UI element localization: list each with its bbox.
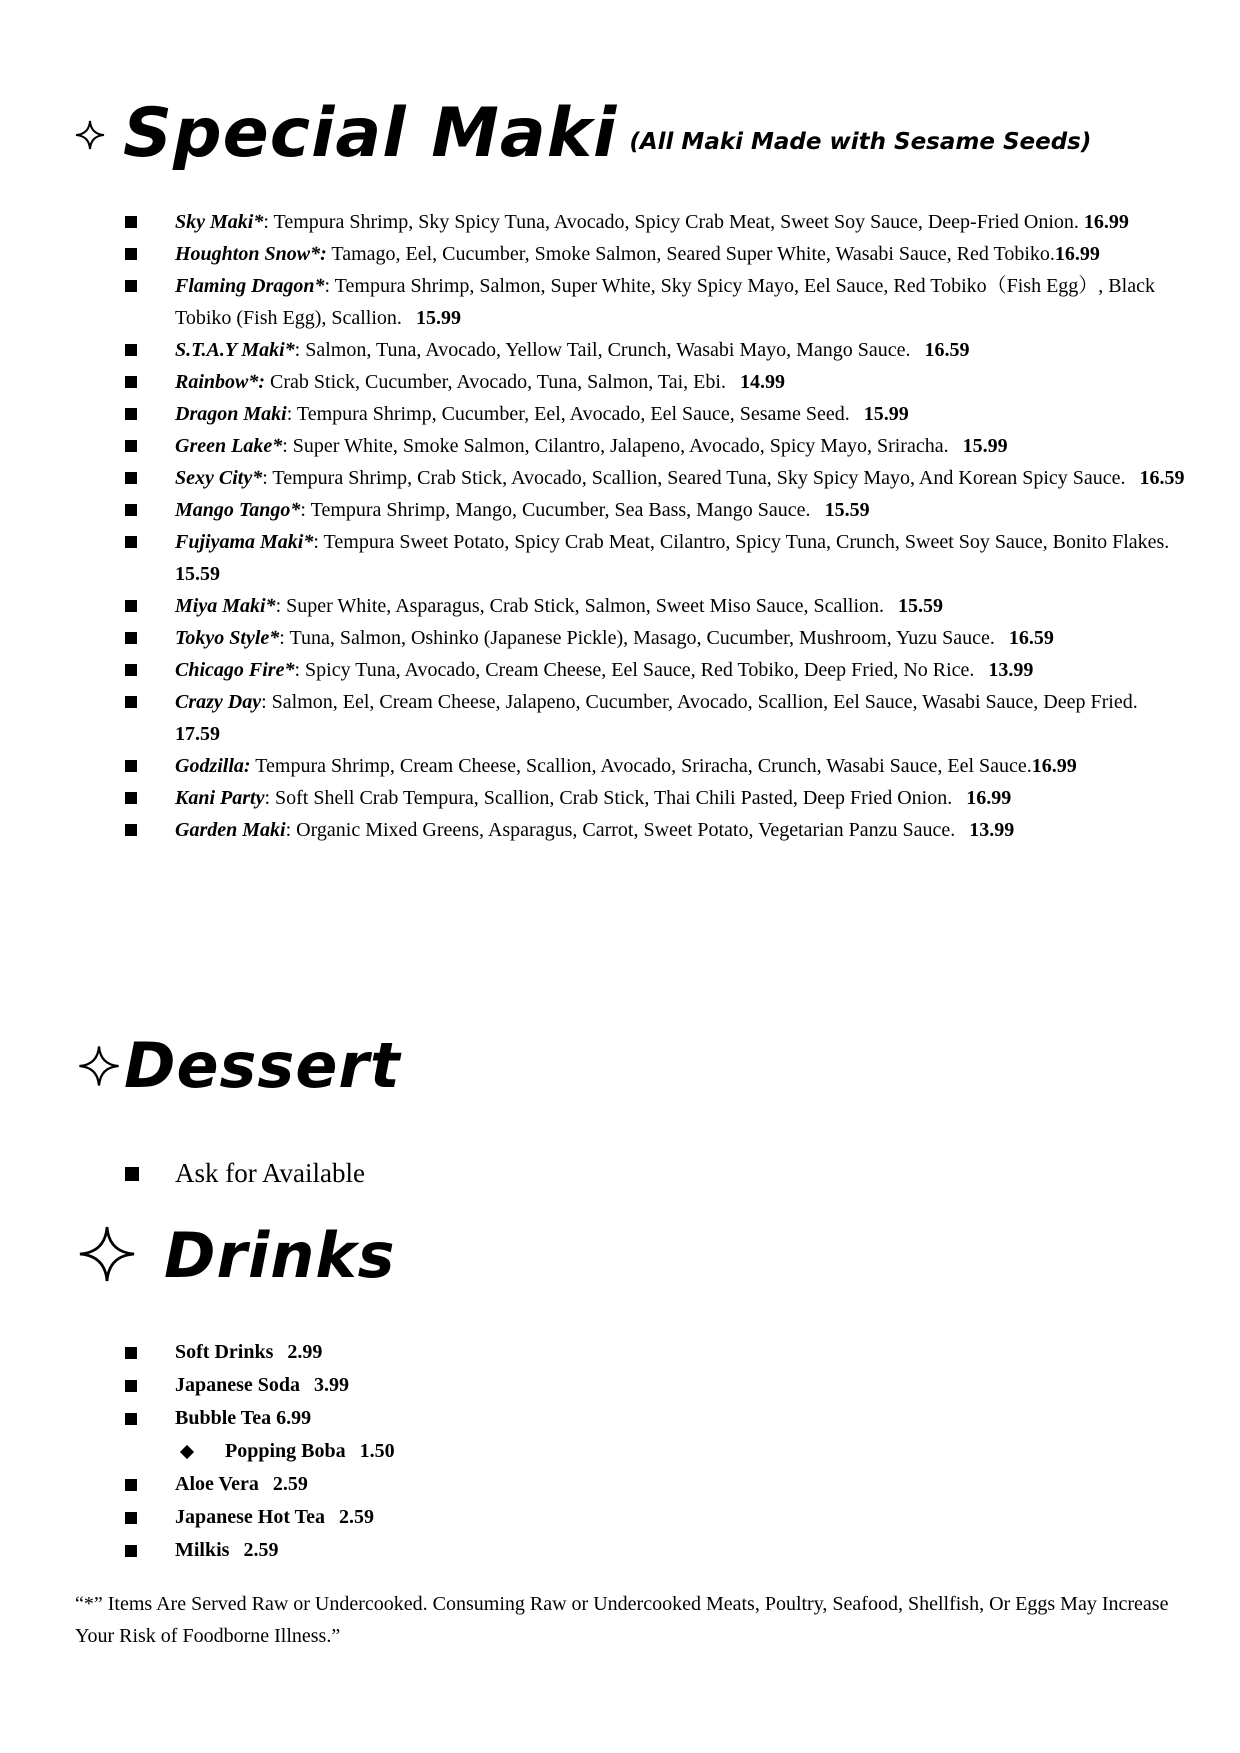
bullet-square-icon [125, 1167, 139, 1181]
raw-food-notice: “*” Items Are Served Raw or Undercooked. Consuming Raw or Undercooked Meats, Poultry, Seafood, Shellfish, Or Eggs May Increase Your Risk of Foodborne Illness.” [75, 1593, 1169, 1647]
bullet-square-icon [125, 696, 137, 708]
list-item: Green Lake*: Super White, Smoke Salmon, Cilantro, Jalapeno, Avocado, Spicy Mayo, Sriracha. 15.99 [122, 430, 1185, 462]
dessert-list [122, 1155, 365, 1191]
sparkle-icon [78, 1225, 136, 1283]
special-maki-list [122, 206, 1185, 846]
list-item: Kani Party: Soft Shell Crab Tempura, Scallion, Crab Stick, Thai Chili Pasted, Deep Fried Onion. 16.99 [122, 782, 1185, 814]
bullet-square-icon [125, 1479, 137, 1491]
bullet-square-icon [125, 760, 137, 772]
bullet-square-icon [125, 376, 137, 388]
bullet-square-icon [125, 1545, 137, 1557]
list-item: Rainbow*: Crab Stick, Cucumber, Avocado, Tuna, Salmon, Tai, Ebi. 14.99 [122, 366, 1185, 398]
drinks-heading [78, 1219, 396, 1292]
bullet-square-icon [125, 344, 137, 356]
list-item: Milkis 2.59 [122, 1534, 395, 1567]
bullet-square-icon [125, 664, 137, 676]
bullet-square-icon [125, 632, 137, 644]
list-item: Soft Drinks 2.99 [122, 1336, 395, 1369]
bullet-square-icon [125, 248, 137, 260]
bullet-square-icon [125, 280, 137, 292]
list-item: Fujiyama Maki*: Tempura Sweet Potato, Spicy Crab Meat, Cilantro, Spicy Tuna, Crunch, Sweet Soy Sauce, Bonito Flakes.15.59 [122, 526, 1185, 590]
dessert-title: Dessert [124, 1029, 401, 1102]
list-item: Godzilla: Tempura Shrimp, Cream Cheese, Scallion, Avocado, Sriracha, Crunch, Wasabi Sauce, Eel Sauce.16.99 [122, 750, 1185, 782]
list-item: Sky Maki*: Tempura Shrimp, Sky Spicy Tuna, Avocado, Spicy Crab Meat, Sweet Soy Sauce, Deep-Fried Onion. 16.99 [122, 206, 1185, 238]
list-item: Dragon Maki: Tempura Shrimp, Cucumber, Eel, Avocado, Eel Sauce, Sesame Seed. 15.99 [122, 398, 1185, 430]
list-item: Tokyo Style*: Tuna, Salmon, Oshinko (Japanese Pickle), Masago, Cucumber, Mushroom, Yuzu Sauce. 16.59 [122, 622, 1185, 654]
bullet-diamond-icon [180, 1445, 194, 1459]
sparkle-icon [78, 1045, 120, 1087]
bullet-square-icon [125, 408, 137, 420]
bullet-square-icon [125, 472, 137, 484]
special-maki-title: Special Maki [123, 94, 618, 173]
list-item: Sexy City*: Tempura Shrimp, Crab Stick, Avocado, Scallion, Seared Tuna, Sky Spicy Mayo, And Korean Spicy Sauce. 16.59 [122, 462, 1185, 494]
bullet-square-icon [125, 440, 137, 452]
bullet-square-icon [125, 536, 137, 548]
list-item: Flaming Dragon*: Tempura Shrimp, Salmon, Super White, Sky Spicy Mayo, Eel Sauce, Red Tobiko（Fish Egg）, Black Tobiko (Fish Egg), Scallion. 15.99 [122, 270, 1185, 334]
bullet-square-icon [125, 1413, 137, 1425]
bullet-square-icon [125, 600, 137, 612]
bullet-square-icon [125, 1380, 137, 1392]
drinks-list [122, 1336, 395, 1567]
list-item: S.T.A.Y Maki*: Salmon, Tuna, Avocado, Yellow Tail, Crunch, Wasabi Mayo, Mango Sauce. 16.59 [122, 334, 1185, 366]
bullet-square-icon [125, 792, 137, 804]
list-item: Popping Boba 1.50 [122, 1435, 395, 1468]
special-maki-heading [75, 94, 1092, 173]
list-item: Houghton Snow*: Tamago, Eel, Cucumber, Smoke Salmon, Seared Super White, Wasabi Sauce, Red Tobiko.16.99 [122, 238, 1185, 270]
list-item: Japanese Soda 3.99 [122, 1369, 395, 1402]
list-item: Garden Maki: Organic Mixed Greens, Asparagus, Carrot, Sweet Potato, Vegetarian Panzu Sauce. 13.99 [122, 814, 1185, 846]
list-item: Japanese Hot Tea 2.59 [122, 1501, 395, 1534]
sparkle-icon [75, 120, 105, 150]
list-item: Crazy Day: Salmon, Eel, Cream Cheese, Jalapeno, Cucumber, Avocado, Scallion, Eel Sauce, Wasabi Sauce, Deep Fried.17.59 [122, 686, 1185, 750]
bullet-square-icon [125, 504, 137, 516]
bullet-square-icon [125, 1512, 137, 1524]
list-item: Mango Tango*: Tempura Shrimp, Mango, Cucumber, Sea Bass, Mango Sauce. 15.59 [122, 494, 1185, 526]
list-item: Chicago Fire*: Spicy Tuna, Avocado, Cream Cheese, Eel Sauce, Red Tobiko, Deep Fried, No Rice. 13.99 [122, 654, 1185, 686]
bullet-square-icon [125, 1347, 137, 1359]
list-item: Bubble Tea 6.99 [122, 1402, 395, 1435]
bullet-square-icon [125, 216, 137, 228]
list-item: Aloe Vera 2.59 [122, 1468, 395, 1501]
dessert-heading [78, 1029, 401, 1102]
list-item: Miya Maki*: Super White, Asparagus, Crab Stick, Salmon, Sweet Miso Sauce, Scallion. 15.59 [122, 590, 1185, 622]
bullet-square-icon [125, 824, 137, 836]
list-item: Ask for Available [122, 1155, 365, 1191]
special-maki-subtitle: (All Maki Made with Sesame Seeds) [629, 129, 1092, 155]
drinks-title: Drinks [164, 1219, 396, 1292]
